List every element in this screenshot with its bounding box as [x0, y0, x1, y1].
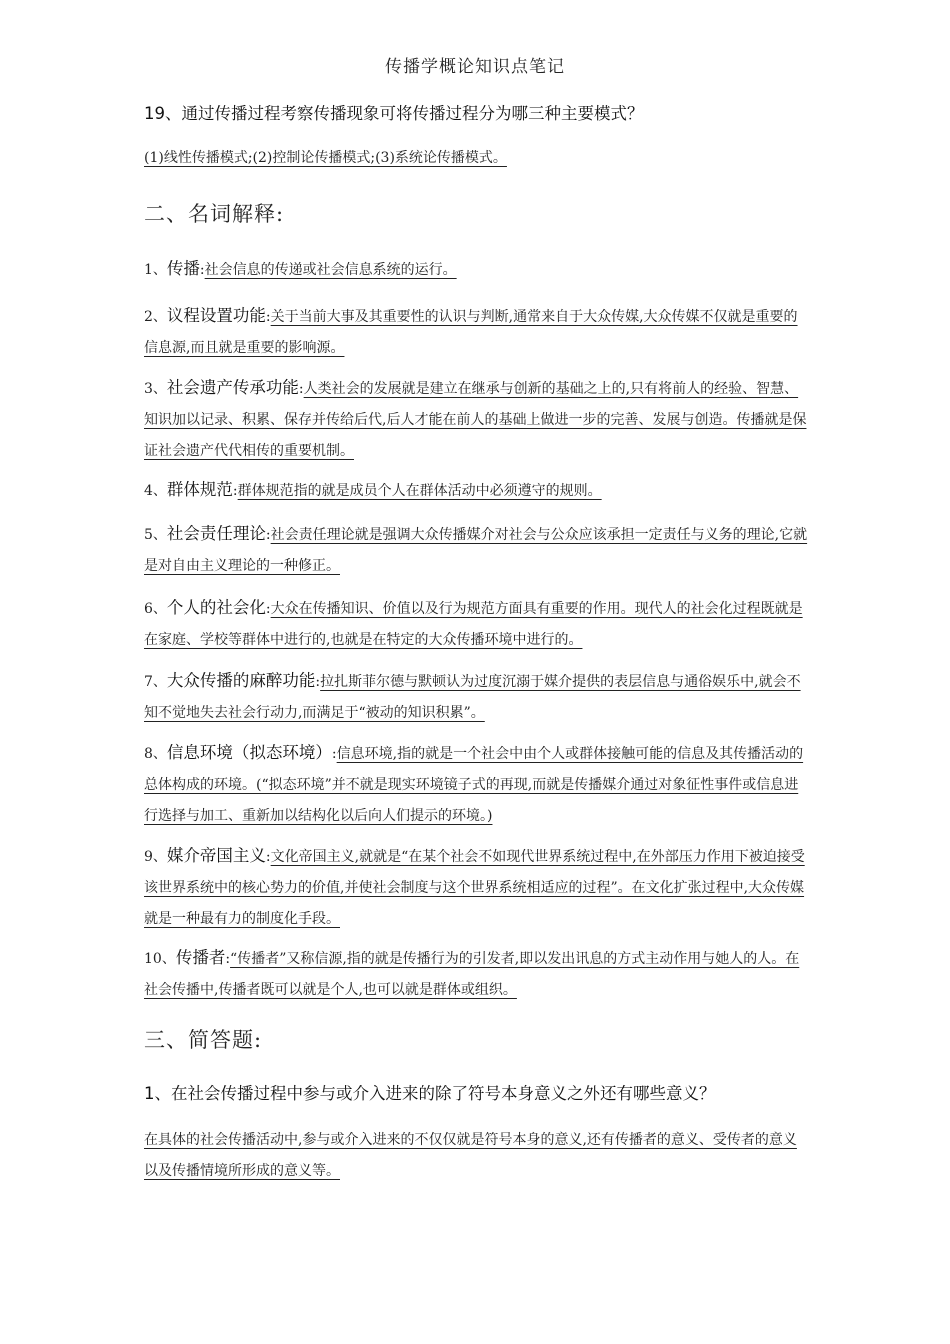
term-sep: : — [331, 746, 337, 762]
term-sep: : — [265, 309, 271, 325]
answer-19 — [144, 143, 810, 174]
question-19: 19、通过传播过程考察传播现象可将传播过程分为哪三种主要模式？ — [144, 104, 644, 123]
term-9 — [144, 840, 810, 935]
term-number: 7、 — [144, 674, 167, 690]
term-title: 议程设置功能 — [166, 306, 266, 325]
term-number: 5、 — [144, 527, 167, 543]
term-6 — [144, 592, 810, 656]
term-number: 6、 — [144, 601, 167, 617]
term-5 — [144, 518, 810, 582]
term-number: 1、 — [144, 262, 167, 278]
section-3-title: 三、简答题: — [144, 1028, 263, 1052]
term-title: 群体规范 — [166, 480, 233, 499]
term-definition: 社会信息的传递或社会信息系统的运行。 — [204, 262, 457, 278]
term-definition: 拉扎斯菲尔德与默顿认为过度沉溺于媒介提供的表层信息与通俗娱乐中,就会不知不觉地失去社会行动力,而满足于“被动的知识积累”。 — [144, 674, 801, 721]
term-number: 9、 — [144, 849, 167, 865]
short-answer-1-text: 在具体的社会传播活动中,参与或介入进来的不仅仅就是符号本身的意义,还有传播者的意义、受传者的意义以及传播情境所形成的意义等。 — [144, 1132, 797, 1179]
term-definition: 关于当前大事及其重要性的认识与判断,通常来自于大众传媒,大众传媒不仅就是重要的信息源,而且就是重要的影响源。 — [144, 309, 798, 356]
term-3 — [144, 372, 810, 467]
term-definition: 大众在传播知识、价值以及行为规范方面具有重要的作用。现代人的社会化过程既就是在家庭、学校等群体中进行的,也就是在特定的大众传播环境中进行的。 — [144, 601, 803, 648]
term-8 — [144, 737, 810, 832]
term-definition: 社会责任理论就是强调大众传播媒介对社会与公众应该承担一定责任与义务的理论,它就是对自由主义理论的一种修正。 — [144, 527, 808, 574]
term-definition: 信息环境,指的就是一个社会中由个人或群体接触可能的信息及其传播活动的总体构成的环境。(“拟态环境”并不就是现实环境镜子式的再现,而就是传播媒介通过对象征性事件或信息进行选择与加工、重新加以结构化以后向人们提示的环境。) — [144, 746, 804, 824]
term-number: 2、 — [144, 309, 167, 325]
term-4 — [144, 474, 810, 507]
answer-19-text: (1)线性传播模式;(2)控制论传播模式;(3)系统论传播模式。 — [144, 150, 507, 166]
page-header: 传播学概论知识点笔记 — [385, 57, 565, 77]
term-title: 个人的社会化 — [166, 598, 266, 617]
term-sep: : — [265, 601, 271, 617]
term-sep: : — [232, 483, 238, 499]
short-answer-1 — [144, 1125, 810, 1187]
short-answer-question-1: 1、在社会传播过程中参与或介入进来的除了符号本身意义之外还有哪些意义？ — [144, 1084, 716, 1103]
term-number: 3、 — [144, 381, 167, 397]
term-sep: : — [225, 951, 231, 967]
term-10 — [144, 942, 810, 1006]
term-7 — [144, 665, 810, 729]
term-title: 社会责任理论 — [166, 524, 266, 543]
term-definition: “传播者”又称信源,指的就是传播行为的引发者,即以发出讯息的方式主动作用与她人的人。在社会传播中,传播者既可以就是个人,也可以就是群体或组织。 — [144, 951, 800, 998]
term-sep: : — [199, 262, 205, 278]
term-2 — [144, 300, 810, 364]
term-sep: : — [315, 674, 321, 690]
section-2-title: 二、名词解释: — [144, 202, 285, 226]
term-definition: 群体规范指的就是成员个人在群体活动中必须遵守的规则。 — [237, 483, 602, 499]
term-sep: : — [265, 849, 271, 865]
term-number: 8、 — [144, 746, 167, 762]
term-title: 传播 — [166, 259, 200, 278]
term-title: 社会遗产传承功能 — [166, 378, 299, 397]
term-title: 大众传播的麻醉功能 — [166, 671, 316, 690]
term-sep: : — [265, 527, 271, 543]
term-definition: 人类社会的发展就是建立在继承与创新的基础之上的,只有将前人的经验、智慧、知识加以记录、积累、保存并传给后代,后人才能在前人的基础上做进一步的完善、发展与创造。传播就是保证社会遗产代代相传的重要机制。 — [144, 381, 807, 459]
term-number: 10、 — [144, 951, 176, 967]
term-title: 传播者 — [175, 948, 226, 967]
term-title: 媒介帝国主义 — [166, 846, 266, 865]
term-definition: 文化帝国主义,就就是“在某个社会不如现代世界系统过程中,在外部压力作用下被迫接受该世界系统中的核心势力的价值,并使社会制度与这个世界系统相适应的过程”。在文化扩张过程中,大众传媒就是一种最有力的制度化手段。 — [144, 849, 805, 927]
term-sep: : — [298, 381, 304, 397]
term-number: 4、 — [144, 483, 167, 499]
term-1 — [144, 253, 810, 286]
term-title: 信息环境（拟态环境） — [166, 743, 332, 762]
